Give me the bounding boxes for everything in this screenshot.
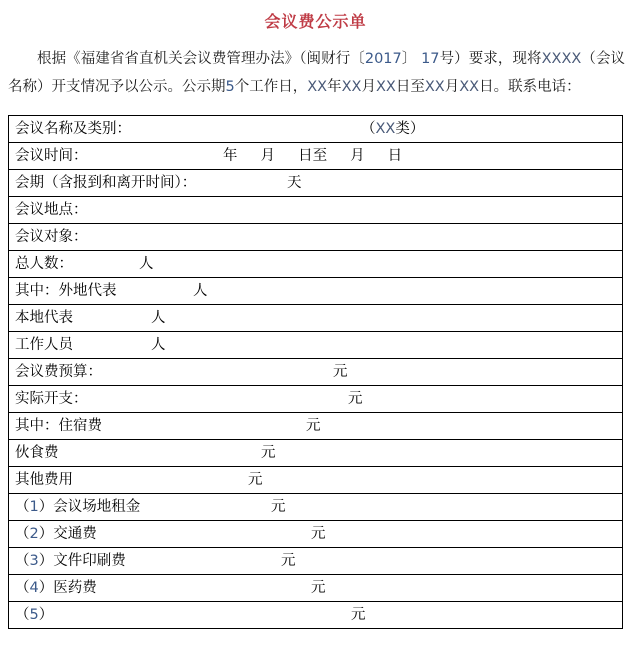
table-row [9, 494, 623, 521]
table-row [9, 143, 623, 170]
row-unit-meeting-duration: 天 [287, 175, 302, 191]
intro-number: 2017 [364, 51, 402, 67]
row-date-fields-meeting-time: 年 月 日至 月 日 [223, 148, 403, 164]
table-cell-meeting-place[interactable] [9, 197, 623, 224]
row-unit-staff-members: 人 [151, 337, 166, 353]
intro-paragraph: 根据《福建省省直机关会议费管理办法》（闽财行〔2017〕 17号）要求，现将XXXX（会议名称）开支情况予以公示。公示期5个工作日，XX年XX月XX日至XX月XX日。联系电话： [8, 51, 626, 95]
table-row [9, 440, 623, 467]
table-row [9, 305, 623, 332]
table-cell-meals-fee[interactable] [9, 440, 623, 467]
row-label-venue-rental-fee: （1）会议场地租金 [15, 499, 141, 515]
intro-placeholder: XX [375, 79, 396, 95]
cell-content [9, 171, 622, 196]
row-unit-document-printing-fee: 元 [281, 553, 296, 569]
table-row [9, 602, 623, 629]
row-label-meeting-place: 会议地点： [15, 202, 88, 218]
row-index-number: 3 [29, 553, 39, 569]
cell-content [9, 117, 622, 142]
intro-number: 17 [421, 51, 440, 67]
row-value-meeting-name-category: （XX类） [361, 121, 425, 137]
table-row [9, 116, 623, 143]
row-unit-total-people: 人 [139, 256, 154, 272]
cell-content [9, 306, 622, 331]
row-label-meeting-name-category: 会议名称及类别： [15, 121, 131, 137]
page-title: 会议费公示单 [264, 12, 367, 31]
row-label-other-item-5: （5） [15, 607, 54, 623]
table-row [9, 386, 623, 413]
table-row [9, 170, 623, 197]
table-cell-meeting-attendees-type[interactable] [9, 224, 623, 251]
row-label-medical-fee: （4）医药费 [15, 580, 97, 596]
table-cell-out-of-town-delegates[interactable] [9, 278, 623, 305]
table-cell-other-item-5[interactable] [9, 602, 623, 629]
cell-content [9, 603, 622, 628]
meeting-fee-form-table [8, 115, 623, 629]
category-placeholder: XX [375, 121, 396, 137]
row-unit-out-of-town-delegates: 人 [193, 283, 208, 299]
row-label-transportation-fee: （2）交通费 [15, 526, 97, 542]
row-unit-actual-expenditure: 元 [348, 391, 363, 407]
cell-content [9, 495, 622, 520]
row-index-number: 4 [29, 580, 39, 596]
table-cell-total-people[interactable] [9, 251, 623, 278]
table-cell-actual-expenditure[interactable] [9, 386, 623, 413]
cell-content [9, 144, 622, 169]
table-row [9, 521, 623, 548]
table-cell-accommodation-fee[interactable] [9, 413, 623, 440]
table-cell-other-fees[interactable] [9, 467, 623, 494]
intro-number: 5 [225, 79, 235, 95]
cell-content [9, 252, 622, 277]
row-label-meeting-attendees-type: 会议对象： [15, 229, 88, 245]
row-index-number: 2 [29, 526, 39, 542]
table-cell-meeting-duration[interactable] [9, 170, 623, 197]
table-cell-meeting-fee-budget[interactable] [9, 359, 623, 386]
table-row [9, 251, 623, 278]
table-cell-meeting-time[interactable] [9, 143, 623, 170]
row-label-out-of-town-delegates: 其中：外地代表 [15, 283, 117, 299]
cell-content [9, 522, 622, 547]
row-unit-venue-rental-fee: 元 [271, 499, 286, 515]
table-row [9, 224, 623, 251]
row-label-meeting-duration: 会期（含报到和离开时间）： [15, 175, 197, 191]
row-label-staff-members: 工作人员 [15, 337, 73, 353]
row-unit-meals-fee: 元 [261, 445, 276, 461]
table-row [9, 575, 623, 602]
row-unit-other-item-5: 元 [351, 607, 366, 623]
cell-content [9, 198, 622, 223]
intro-placeholder: XX [341, 79, 362, 95]
cell-content [9, 279, 622, 304]
cell-content [9, 387, 622, 412]
row-label-meals-fee: 伙食费 [15, 445, 59, 461]
row-label-local-delegates: 本地代表 [15, 310, 73, 326]
table-row [9, 413, 623, 440]
cell-content [9, 441, 622, 466]
table-cell-staff-members[interactable] [9, 332, 623, 359]
row-label-accommodation-fee: 其中：住宿费 [15, 418, 102, 434]
table-cell-medical-fee[interactable] [9, 575, 623, 602]
table-row [9, 548, 623, 575]
table-cell-meeting-name-category[interactable] [9, 116, 623, 143]
row-unit-accommodation-fee: 元 [306, 418, 321, 434]
form-table-wrapper [8, 115, 623, 629]
row-index-number: 1 [29, 499, 39, 515]
cell-content [9, 576, 622, 601]
intro-placeholder: XX [424, 79, 445, 95]
cell-content [9, 549, 622, 574]
table-cell-transportation-fee[interactable] [9, 521, 623, 548]
row-unit-other-fees: 元 [248, 472, 263, 488]
table-cell-local-delegates[interactable] [9, 305, 623, 332]
table-row [9, 278, 623, 305]
table-row [9, 467, 623, 494]
row-label-meeting-fee-budget: 会议费预算： [15, 364, 102, 380]
cell-content [9, 414, 622, 439]
row-label-document-printing-fee: （3）文件印刷费 [15, 553, 126, 569]
row-label-actual-expenditure: 实际开支： [15, 391, 88, 407]
table-cell-venue-rental-fee[interactable] [9, 494, 623, 521]
cell-content [9, 468, 622, 493]
cell-content [9, 333, 622, 358]
row-label-other-fees: 其他费用 [15, 472, 73, 488]
intro-placeholder: XX [307, 79, 328, 95]
row-unit-transportation-fee: 元 [311, 526, 326, 542]
table-row [9, 332, 623, 359]
cell-content [9, 225, 622, 250]
table-row [9, 359, 623, 386]
table-cell-document-printing-fee[interactable] [9, 548, 623, 575]
form-table-body [9, 116, 623, 629]
table-row [9, 197, 623, 224]
row-unit-local-delegates: 人 [151, 310, 166, 326]
intro-placeholder: XXXX [541, 51, 582, 67]
cell-content [9, 360, 622, 385]
row-index-number: 5 [29, 607, 39, 623]
row-unit-meeting-fee-budget: 元 [333, 364, 348, 380]
row-label-total-people: 总人数： [15, 256, 73, 272]
intro-placeholder: XX [459, 79, 480, 95]
row-unit-medical-fee: 元 [311, 580, 326, 596]
row-label-meeting-time: 会议时间： [15, 148, 88, 164]
